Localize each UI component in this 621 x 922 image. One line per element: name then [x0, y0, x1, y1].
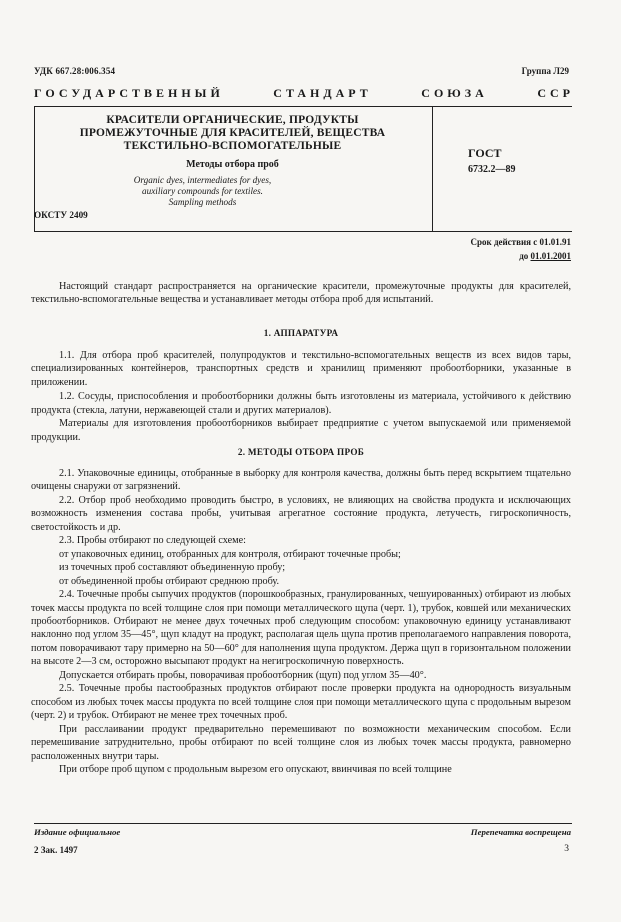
footer-rule — [34, 823, 572, 824]
scheme-item-3: от объединенной пробы отбирают среднюю пробу. — [59, 575, 280, 587]
paragraph-2-2: 2.2. Отбор проб необходимо проводить быстро, в условиях, не влияющих на свойства продукта и исключающих возможность изменения состава пробы, учитывая агрегатное состояние продукта, летучесть, гигроскопичность, светостойкость и др. — [31, 494, 571, 533]
official-edition-note: Издание официальное — [34, 827, 121, 837]
paragraph-1-2: 1.2. Сосуды, приспособления и пробоотборники должны быть изготовлены из материала, устойчивого к действию продукта (стекла, латуни, нержавеющей стали и других материалов). — [31, 391, 571, 416]
english-title — [40, 175, 365, 208]
scheme-item-1: от упаковочных единиц, отобранных для контроля, отбирают точечные пробы; — [59, 548, 401, 560]
group-code: Группа Л29 — [521, 66, 569, 76]
validity-period — [471, 235, 572, 264]
title-line-2: ПРОМЕЖУТОЧНЫЕ ДЛЯ КРАСИТЕЛЕЙ, ВЕЩЕСТВА — [79, 126, 386, 139]
header-divider — [432, 106, 433, 231]
banner-word-2: СТАНДАРТ — [273, 86, 372, 100]
header-rule-top — [34, 106, 572, 107]
banner-word-3: СОЮЗА — [421, 86, 488, 100]
paragraph-2-4-cont: Допускается отбирать пробы, поворачивая пробоотборник (щуп) под углом 35—40°. — [59, 669, 427, 681]
paragraph-1-1: 1.1. Для отбора проб красителей, полупродуктов и текстильно-вспомогательных веществ из всех видов тары, специализированных контейнеров, транспортных средств и хранилищ применяют пробоотборники, указанные в приложении. — [31, 350, 571, 388]
paragraph-2-5-cont-2: При отборе проб щупом с продольным вырезом его опускают, ввинчивая по всей толщине — [59, 763, 452, 775]
validity-from-label: Срок действия с — [470, 237, 540, 247]
reprint-prohibited-note: Перепечатка воспрещена — [470, 827, 571, 837]
scheme-item-2: из точечных проб составляют объединенную пробу; — [59, 562, 286, 574]
gost-number: 6732.2—89 — [468, 164, 516, 175]
paragraph-2-5: 2.5. Точечные пробы пастообразных продуктов отбирают после проверки продукта на однородность визуальным способом из любых точек массы продукта по всей толщине слоя при помощи металлического щупа с продольным вырезом (черт. 2) и трубок. Отбирают не менее трех точечных проб. — [31, 683, 571, 722]
section-1-body — [31, 349, 571, 444]
gost-label: ГОСТ — [468, 146, 502, 160]
udk-code: УДК 667.28:006.354 — [34, 66, 116, 76]
paragraph-2-3: 2.3. Пробы отбирают по следующей схеме: — [59, 535, 246, 547]
title-line-1: КРАСИТЕЛИ ОРГАНИЧЕСКИЕ, ПРОДУКТЫ — [106, 114, 359, 126]
document-subtitle: Методы отбора проб — [186, 159, 279, 170]
section-2-heading: 2. МЕТОДЫ ОТБОРА ПРОБ — [237, 447, 365, 457]
paragraph-2-1: 2.1. Упаковочные единицы, отобранные в выборку для контроля качества, должны быть перед вскрытием тщательно очищены снаружи от загрязнений. — [31, 468, 571, 493]
validity-to-date: 01.01.2001 — [530, 251, 571, 262]
order-number: 2 Зак. 1497 — [34, 845, 78, 855]
header-rule-bottom — [34, 231, 572, 232]
validity-to-label: до — [519, 251, 531, 262]
intro-paragraph — [31, 280, 571, 307]
english-title-line-3: Sampling methods — [168, 196, 237, 207]
state-standard-banner — [34, 86, 574, 102]
paragraph-2-4: 2.4. Точечные пробы сыпучих продуктов (порошкообразных, гранулированных, чешуированных) отбирают из любых точек массы продукта по всей толщине слоя при помощи металлического щупа (черт. 1), трубок, ковшей или механических пробоотборников. Отбирают не менее двух точечных проб следующим способом: упаковочную единицу устанавливают наклонно под углом 35—45°, щуп кладут на продукт, располагая щель щупа против преполагаемого направления поворота, потом поворачивают тару примерно на 50—60° для наполнения щупа продуктом. Держа щуп в горизонтальном положении на высоте 2—3 см, осторожно высыпают продукт на негигроскопичную поверхность. — [31, 589, 571, 668]
english-title-line-1: Organic dyes, intermediates for dyes, — [133, 175, 272, 185]
intro-text: Настоящий стандарт распространяется на органические красители, промежуточные продукты для красителей, текстильно-вспомогательные вещества и устанавливает методы отбора проб для испытаний. — [31, 281, 571, 306]
validity-from-date: 01.01.91 — [539, 237, 571, 247]
document-title — [40, 114, 425, 153]
english-title-line-2: auxiliary compounds for textiles. — [142, 185, 263, 196]
title-line-3: ТЕКСТИЛЬНО-ВСПОМОГАТЕЛЬНЫЕ — [123, 139, 342, 152]
banner-word-1: ГОСУДАРСТВЕННЫЙ — [34, 86, 224, 100]
okstu-code: ОКСТУ 2409 — [34, 210, 88, 220]
section-1-heading: 1. АППАРАТУРА — [263, 328, 339, 338]
page-number: 3 — [564, 844, 569, 854]
paragraph-1-2-cont: Материалы для изготовления пробоотборников выбирает предприятие с учетом выпускаемой или применяемой продукции. — [31, 418, 571, 443]
section-2-body — [31, 467, 571, 776]
paragraph-2-5-cont: При расслаивании продукт предварительно перемешивают по возможности механическим способом. Если перемешивание затруднительно, пробы отбирают по всей толщине слоя из любых точек массы продукта, равномерно расположенных внутри тары. — [31, 723, 571, 762]
banner-word-4: ССР — [537, 86, 574, 100]
